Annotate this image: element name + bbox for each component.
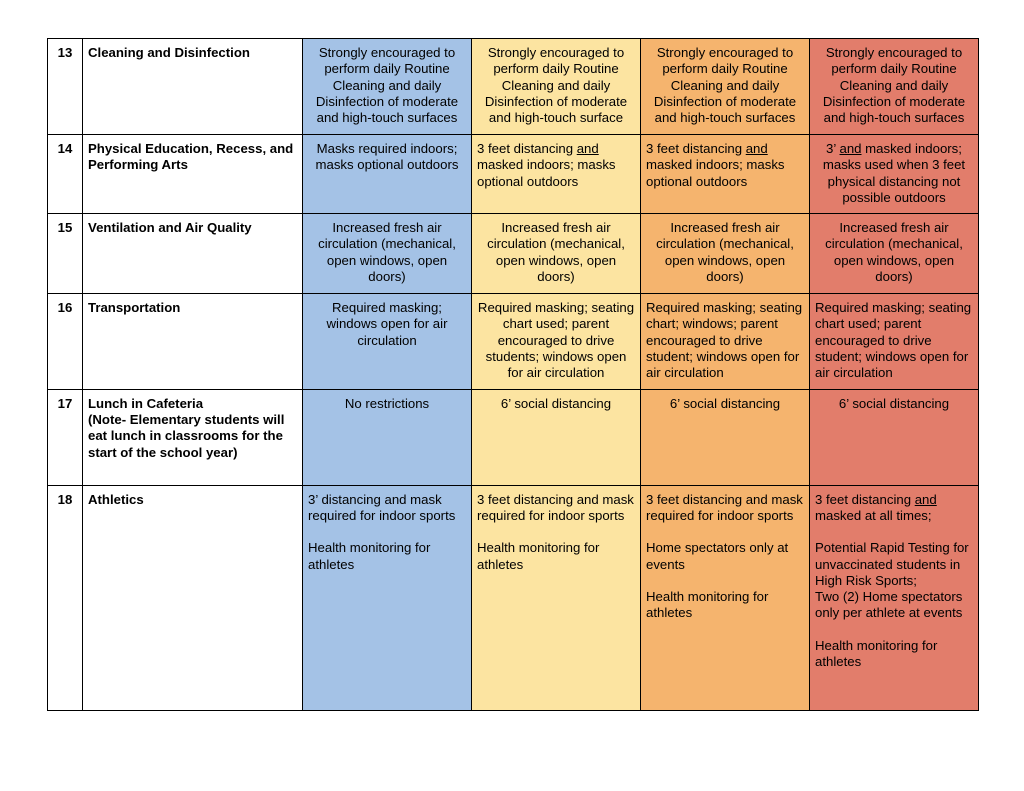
row-topic: Ventilation and Air Quality xyxy=(83,214,303,294)
row-number: 13 xyxy=(48,39,83,135)
row-topic: Cleaning and Disinfection xyxy=(83,39,303,135)
level2-cell: Increased fresh air circulation (mechanical, open windows, open doors) xyxy=(472,214,641,294)
level3-cell: 3 feet distancing and masked indoors; masks optional outdoors xyxy=(641,135,810,214)
row-topic: Lunch in Cafeteria (Note- Elementary students will eat lunch in classrooms for the start of the school year) xyxy=(83,389,303,485)
level1-cell: Strongly encouraged to perform daily Routine Cleaning and daily Disinfection of moderate and high-touch surfaces xyxy=(303,39,472,135)
table-row xyxy=(48,294,979,389)
level4-cell: Increased fresh air circulation (mechanical, open windows, open doors) xyxy=(810,214,979,294)
table-row xyxy=(48,214,979,294)
level2-cell: Required masking; seating chart used; parent encouraged to drive students; windows open for air circulation xyxy=(472,294,641,389)
table-row xyxy=(48,39,979,135)
row-number: 15 xyxy=(48,214,83,294)
level2-cell: Strongly encouraged to perform daily Routine Cleaning and daily Disinfection of moderate and high-touch surface xyxy=(472,39,641,135)
row-topic: Athletics xyxy=(83,485,303,710)
level4-cell: 6’ social distancing xyxy=(810,389,979,485)
level4-cell: 3’ and masked indoors; masks used when 3 feet physical distancing not possible outdoors xyxy=(810,135,979,214)
level3-cell: 3 feet distancing and mask required for indoor sports Home spectators only at events Health monitoring for athletes xyxy=(641,485,810,710)
level2-cell: 3 feet distancing and mask required for indoor sports Health monitoring for athletes xyxy=(472,485,641,710)
level1-cell: Required masking; windows open for air circulation xyxy=(303,294,472,389)
row-number: 16 xyxy=(48,294,83,389)
level3-cell: Strongly encouraged to perform daily Routine Cleaning and daily Disinfection of moderate and high-touch surfaces xyxy=(641,39,810,135)
level4-cell: Strongly encouraged to perform daily Routine Cleaning and daily Disinfection of moderate and high-touch surfaces xyxy=(810,39,979,135)
row-topic: Transportation xyxy=(83,294,303,389)
level1-cell: 3’ distancing and mask required for indoor sports Health monitoring for athletes xyxy=(303,485,472,710)
row-number: 17 xyxy=(48,389,83,485)
level1-cell: No restrictions xyxy=(303,389,472,485)
mitigation-guidelines-table xyxy=(47,38,979,711)
table-row xyxy=(48,389,979,485)
topic-note: (Note- Elementary students will eat lunch in classrooms for the start of the school year) xyxy=(88,411,285,460)
table-row xyxy=(48,485,979,710)
level2-cell: 6’ social distancing xyxy=(472,389,641,485)
level4-cell: Required masking; seating chart used; parent encouraged to drive student; windows open for air circulation xyxy=(810,294,979,389)
row-number: 14 xyxy=(48,135,83,214)
level3-cell: 6’ social distancing xyxy=(641,389,810,485)
level4-cell: 3 feet distancing and masked at all times; Potential Rapid Testing for unvaccinated students in High Risk Sports; Two (2) Home spectators only per athlete at events Health monitoring for athletes xyxy=(810,485,979,710)
level2-cell: 3 feet distancing and masked indoors; masks optional outdoors xyxy=(472,135,641,214)
table-row xyxy=(48,135,979,214)
level1-cell: Increased fresh air circulation (mechanical, open windows, open doors) xyxy=(303,214,472,294)
level3-cell: Required masking; seating chart; windows; parent encouraged to drive student; windows open for air circulation xyxy=(641,294,810,389)
level1-cell: Masks required indoors; masks optional outdoors xyxy=(303,135,472,214)
row-topic: Physical Education, Recess, and Performing Arts xyxy=(83,135,303,214)
level3-cell: Increased fresh air circulation (mechanical, open windows, open doors) xyxy=(641,214,810,294)
row-number: 18 xyxy=(48,485,83,710)
